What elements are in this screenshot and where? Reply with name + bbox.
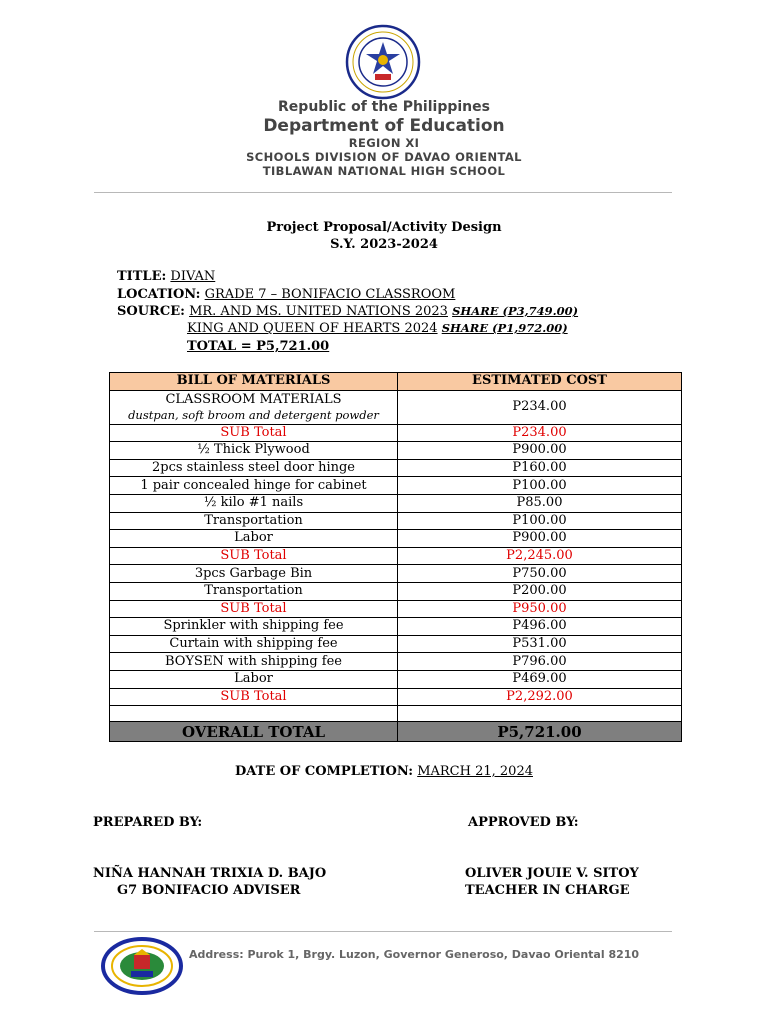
completion-line [0,764,768,779]
department-heading: Department of Education [263,116,505,136]
table-row [110,390,682,424]
table-row [110,494,682,512]
cost-cell: P234.00 [398,424,682,442]
cost-cell [398,706,682,722]
school-heading: TIBLAWAN NATIONAL HIGH SCHOOL [262,164,506,178]
item-cell: ½ Thick Plywood [110,442,398,460]
source-line-1 [117,304,578,319]
table-header-row [110,373,682,391]
school-seal-logo [101,937,183,995]
item-detail: dustpan, soft broom and detergent powder [128,407,379,422]
approved-by-name: OLIVER JOUIE V. SITOY [465,866,639,881]
approved-by-label: APPROVED BY: [468,815,579,830]
division-heading: SCHOOLS DIVISION OF DAVAO ORIENTAL [246,150,522,164]
funding-total: TOTAL = P5,721.00 [187,339,330,354]
overall-total-value: P5,721.00 [398,722,682,742]
item-cell: SUB Total [110,424,398,442]
source-1: MR. AND MS. UNITED NATIONS 2023 [189,304,448,319]
item-cell [110,390,398,424]
item-cell: 1 pair concealed hinge for cabinet [110,477,398,495]
source-2-share: SHARE (P1,972.00) [441,321,568,335]
approved-by-role: TEACHER IN CHARGE [465,883,630,898]
source-1-share: SHARE (P3,749.00) [452,304,579,318]
table-row [110,618,682,636]
cost-cell: P100.00 [398,512,682,530]
cost-cell: P796.00 [398,653,682,671]
table-row [110,565,682,583]
item-cell: BOYSEN with shipping fee [110,653,398,671]
subtotal-row [110,424,682,442]
item-cell: Labor [110,530,398,548]
bill-of-materials-table [109,372,682,742]
table-row [110,512,682,530]
location-label: LOCATION: [117,287,201,302]
republic-heading: Republic of the Philippines [278,99,490,115]
table-row [110,670,682,688]
cost-cell: P2,245.00 [398,547,682,565]
cost-cell: P2,292.00 [398,688,682,706]
cost-cell: P900.00 [398,442,682,460]
cost-cell: P200.00 [398,582,682,600]
prepared-by-label: PREPARED BY: [93,815,203,830]
table-row [110,653,682,671]
item-cell: SUB Total [110,600,398,618]
location-line [117,287,455,302]
region-heading: REGION XI [348,136,420,150]
subtotal-row [110,600,682,618]
item-cell: Transportation [110,582,398,600]
table-row [110,442,682,460]
source-label: SOURCE: [117,304,185,319]
subtotal-row [110,688,682,706]
prepared-by-name: NIÑA HANNAH TRIXIA D. BAJO [93,866,327,881]
table-row [110,459,682,477]
table-row [110,530,682,548]
overall-total-label: OVERALL TOTAL [110,722,398,742]
item-cell: Sprinkler with shipping fee [110,618,398,636]
overall-total-row [110,722,682,742]
item-cell: 2pcs stainless steel door hinge [110,459,398,477]
item-cell: ½ kilo #1 nails [110,494,398,512]
item-cell: Labor [110,670,398,688]
table-row [110,477,682,495]
deped-seal-logo [345,24,421,100]
cost-cell: P531.00 [398,635,682,653]
prepared-by-role: G7 BONIFACIO ADVISER [117,883,301,898]
title-value: DIVAN [170,269,216,284]
empty-row [110,706,682,722]
title-label: TITLE: [117,269,167,284]
item-cell: Transportation [110,512,398,530]
footer-divider [94,931,672,932]
subtotal-row [110,547,682,565]
item-cell: Curtain with shipping fee [110,635,398,653]
cost-cell: P469.00 [398,670,682,688]
cost-cell: P160.00 [398,459,682,477]
item-cell: 3pcs Garbage Bin [110,565,398,583]
school-year: S.Y. 2023-2024 [330,237,438,252]
location-value: GRADE 7 – BONIFACIO CLASSROOM [204,287,456,302]
item-name: CLASSROOM MATERIALS [165,391,342,407]
cost-cell: P234.00 [398,390,682,424]
footer-address: Address: Purok 1, Brgy. Luzon, Governor Generoso, Davao Oriental 8210 [189,948,640,961]
item-cell [110,706,398,722]
header-divider [94,192,672,193]
document-title: Project Proposal/Activity Design [266,220,502,235]
cost-cell: P900.00 [398,530,682,548]
completion-label: DATE OF COMPLETION: [235,764,414,779]
cost-cell: P750.00 [398,565,682,583]
cost-cell: P950.00 [398,600,682,618]
source-2: KING AND QUEEN OF HEARTS 2024 [187,321,438,336]
source-line-2 [187,321,568,336]
column-header-materials: BILL OF MATERIALS [110,373,398,391]
item-cell: SUB Total [110,547,398,565]
cost-cell: P496.00 [398,618,682,636]
table-row [110,582,682,600]
cost-cell: P85.00 [398,494,682,512]
item-cell: SUB Total [110,688,398,706]
completion-date: MARCH 21, 2024 [417,764,533,779]
column-header-cost: ESTIMATED COST [398,373,682,391]
cost-cell: P100.00 [398,477,682,495]
table-row [110,635,682,653]
table-body [110,390,682,722]
title-line [117,269,215,284]
